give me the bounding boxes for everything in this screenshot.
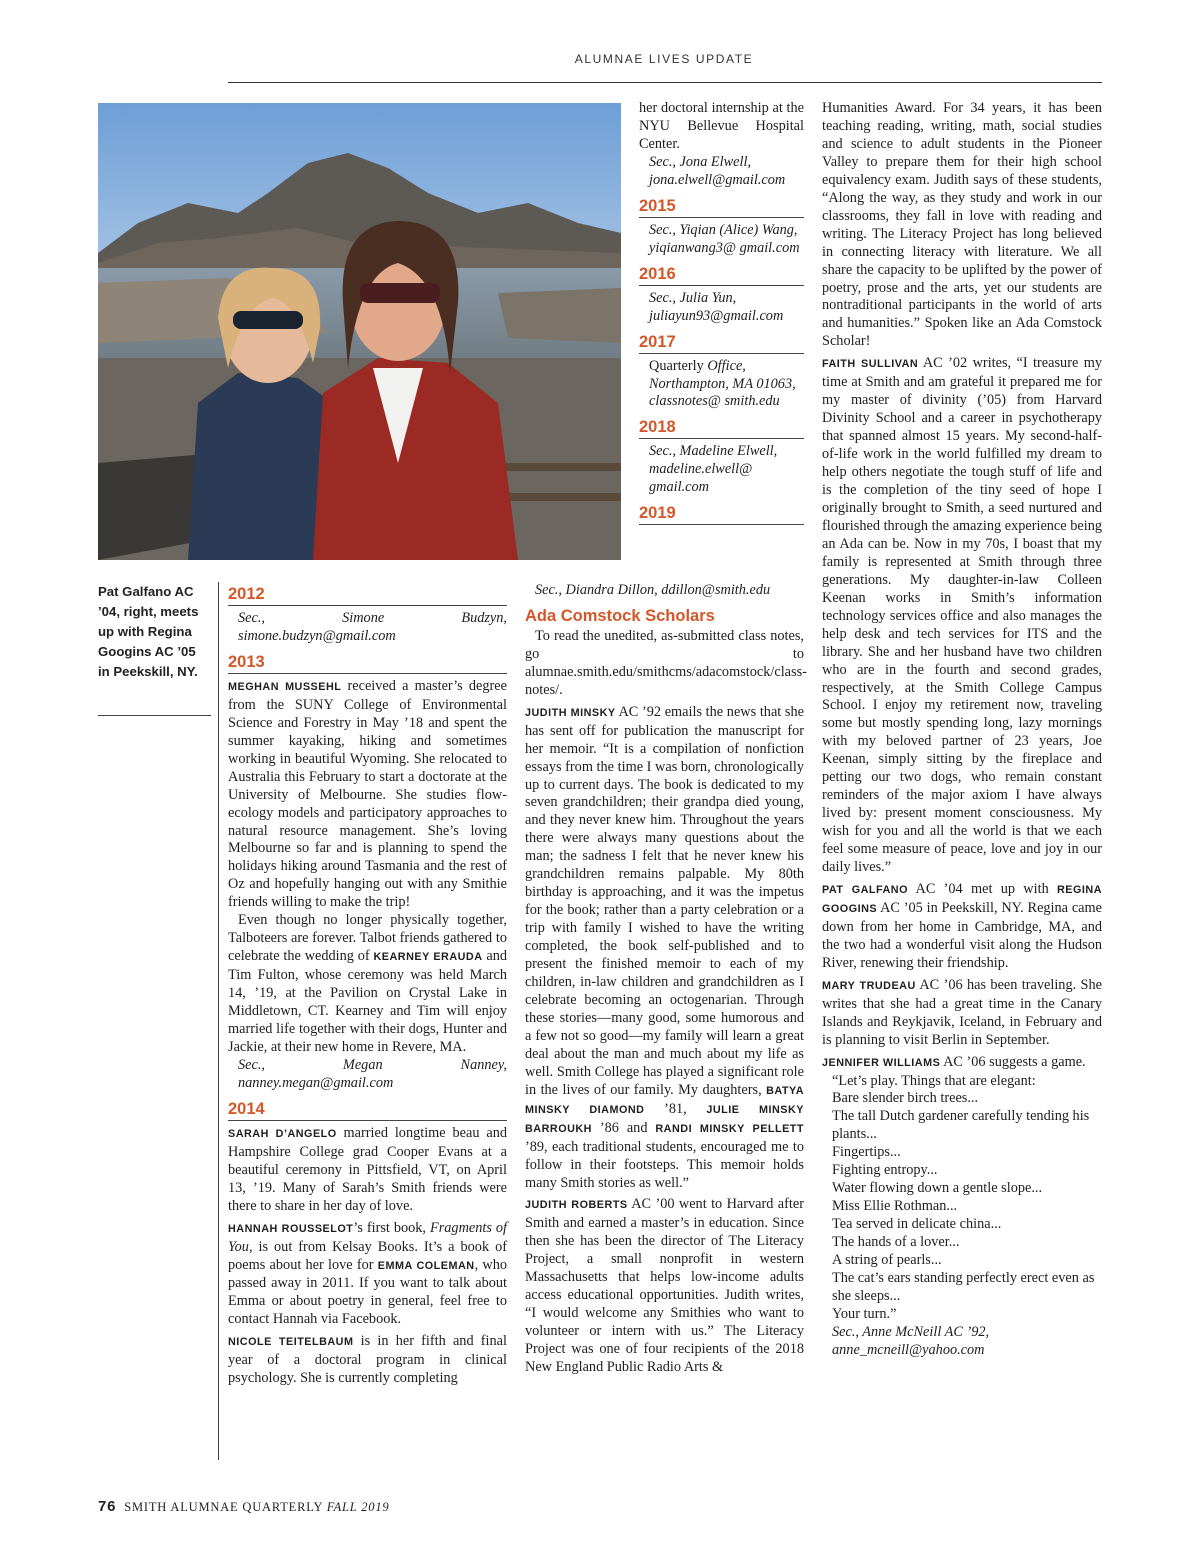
secretary-line: Sec., Yiqian (Alice) Wang, yiqianwang3@ gmail.com (649, 221, 800, 256)
poem-line: The cat’s ears standing perfectly erect even as she sleeps... (832, 1270, 1095, 1304)
note-text: , who passed away in 2011. If you want to talk about Emma or about poetry in general, feel free to contact Hannah via Facebook. (228, 1256, 507, 1328)
note-text: ’86 and (591, 1119, 656, 1136)
note-paragraph (228, 678, 507, 912)
poem-line: Tea served in delicate china... (832, 1216, 1002, 1233)
year-heading-2015: 2015 (639, 196, 804, 218)
alumna-name: JUDITH ROBERTS (525, 1199, 628, 1212)
poem-line: The hands of a lover... (832, 1234, 960, 1251)
year-heading-2013: 2013 (228, 652, 507, 674)
year-heading-2014: 2014 (228, 1099, 507, 1121)
class-notes-column-3 (822, 100, 1102, 1360)
secretary-line: Sec., Jona Elwell, jona.elwell@gmail.com (649, 153, 786, 188)
ada-comstock-heading: Ada Comstock Scholars (525, 606, 715, 625)
note-text: AC ’92 emails the news that she has sent off for publication the manuscript for her memoir. “It is a compilation of nonfiction essays from the time I was born, chronologically up to current days. The book is dedicated to my seven grandchildren; their grandpa died young, and they never knew him. Throughout the years there were always many questions about the man; the sadness I felt that he never knew his grandchildren remains palpable. My 80th birthday is approaching, and it was the impetus for the book; rather than a party celebration or a trip with family I wished to have the writing completed, the book self-published and to present the finished memoir to each of my children, in-law children and grandchildren as I celebrate becoming an octogenarian. Through these stories—many good, some humorous and a few not so good—my family will learn a great deal about the man and much about my life as well. Smith College has played a significant role in the lives of our family. My daughters, (525, 703, 804, 1098)
alumna-name: JENNIFER WILLIAMS (822, 1056, 941, 1069)
note-paragraph (228, 1220, 507, 1330)
note-text: , is out from Kelsay Books. It’s a book of poems about her love for (228, 1238, 507, 1273)
class-notes-column-upper (639, 100, 804, 529)
poem-line: Bare slender birch trees... (832, 1090, 979, 1107)
magazine-name: SMITH ALUMNAE QUARTERLY (124, 1500, 323, 1514)
note-text: ’81, (644, 1100, 707, 1117)
secretary-line: Sec., Diandra Dillon, ddillon@smith.edu (535, 582, 771, 598)
note-text: ’89, each traditional students, encouraged me to follow in their footsteps. This memoir holds many Smith stories as well.” (525, 1138, 804, 1191)
note-paragraph (228, 912, 507, 1057)
alumnae-photo (98, 103, 621, 560)
photo-illustration (98, 103, 621, 560)
alumna-name: FAITH SULLIVAN (822, 358, 919, 371)
poem-line: Fingertips... (832, 1144, 901, 1161)
poem-line: Miss Ellie Rothman... (832, 1198, 958, 1215)
alumna-name: MARY TRUDEAU (822, 979, 916, 992)
book-title: Fragments of You (228, 1219, 507, 1255)
secretary-line: Sec., Megan Nanney, nanney.megan@gmail.com (238, 1056, 507, 1091)
alumna-name: EMMA COLEMAN (377, 1259, 475, 1272)
alumna-name: JULIE MINSKY BARROUKH (525, 1103, 804, 1135)
secretary-line: Sec., Anne McNeill AC ’92, anne_mcneill@yahoo.com (832, 1323, 990, 1358)
note-paragraph (822, 881, 1102, 973)
note-text: received a master’s degree from the SUNY College of Environmental Science and Forestry in May ’18 and spent the summer kayaking, hiking and sometimes working in beautiful Wyoming. She relocated to Australia this February to start a doctorate at the University of Melbourne. She studies flow-ecology models and participatory approaches to natural resource management. She’s loving Melbourne so far and is planning to spend the holidays hiking around Tasmania and the rest of Oz and hopefully hanging out with any Smithie friends willing to make the trip! (228, 677, 507, 911)
year-heading-2012: 2012 (228, 584, 507, 606)
note-text: AC ’06 has been traveling. She writes that she had a great time in the Canary Islands and Reykjavik, Iceland, in February and is planning to visit Berlin in September. (822, 976, 1102, 1048)
poem-line: “Let’s play. Things that are elegant: (832, 1072, 1036, 1089)
class-notes-column-2 (525, 582, 807, 1377)
note-paragraph (228, 1125, 507, 1216)
alumna-name: REGINA GOOGINS (822, 883, 1102, 915)
year-heading-2019: 2019 (639, 503, 804, 525)
note-paragraph (228, 1333, 507, 1388)
alumna-name: PAT GALFANO (822, 883, 908, 896)
class-notes-column-1 (228, 578, 507, 1388)
note-text: and Tim Fulton, whose ceremony was held March 14, ’19, at the Pavilion on Crystal Lake in Middletown, CT. Kearney and Tim will enjoy married life together with their dogs, Hunter and Jackie, at their new home in Revere, MA. (228, 948, 507, 1055)
year-heading-2016: 2016 (639, 264, 804, 286)
column-divider (218, 582, 219, 1460)
year-heading-2017: 2017 (639, 332, 804, 354)
year-heading-2018: 2018 (639, 417, 804, 439)
poem-line: Water flowing down a gentle slope... (832, 1180, 1043, 1197)
alumna-name: HANNAH ROUSSELOT (228, 1222, 354, 1235)
note-text: AC ’06 suggests a game. (940, 1053, 1086, 1070)
note-text: Office, Northampton, MA 01063, classnotes@ smith.edu (649, 357, 796, 410)
note-paragraph (525, 1196, 804, 1377)
note-text: her doctoral internship at the NYU Bellevue Hospital Center. (639, 100, 804, 152)
section-header: ALUMNAE LIVES UPDATE (574, 52, 754, 66)
page-number: 76 (98, 1498, 117, 1515)
note-paragraph (525, 704, 804, 1193)
alumna-name: JUDITH MINSKY (525, 706, 616, 719)
note-text: AC ’05 in Peekskill, NY. Regina came down from her home in Cambridge, MA, and the two had a wonderful visit along the Hudson River, renewing their friendship. (822, 899, 1102, 971)
alumna-name: MEGHAN MUSSEHL (228, 680, 342, 693)
caption-rule (98, 715, 211, 716)
alumna-name: SARAH D’ANGELO (228, 1127, 337, 1140)
page-footer (98, 1498, 389, 1515)
note-text: married longtime beau and Hampshire College grad Cooper Evans at a beautiful ceremony in Pittsfield, VT, on April 13, ’19. Many of Sarah’s Smith friends were there to share in her day of love. (228, 1124, 507, 1214)
note-text: AC ’00 went to Harvard after Smith and earned a master’s in education. Since then she has been the director of The Literacy Project, a small nonprofit in western Massachusetts that helps low-income adults access educational opportunities. Judith writes, “I would welcome any Smithies who want to volunteer or intern with us.” The Literacy Project was one of four recipients of the 2018 New England Public Radio Arts & (525, 1196, 804, 1376)
note-paragraph (822, 977, 1102, 1050)
poem-line: Your turn.” (832, 1305, 897, 1322)
note-text: Even though no longer physically together, Talboteers are forever. Talbot friends gathered to celebrate the wedding of (228, 912, 507, 965)
secretary-line (639, 358, 804, 412)
note-text: AC ’04 met up with (908, 880, 1057, 897)
alumna-name: NICOLE TEITELBAUM (228, 1336, 354, 1349)
alumna-name: BATYA MINSKY DIAMOND (525, 1084, 804, 1116)
photo-caption: Pat Galfano AC ’04, right, meets up with Regina Googins AC ’05 in Peekskill, NY. (98, 584, 199, 679)
note-paragraph (822, 1054, 1102, 1073)
poem (822, 1073, 1102, 1324)
header-rule (228, 82, 1102, 83)
note-text: ’s first book, (353, 1219, 430, 1236)
poem-line: A string of pearls... (832, 1252, 942, 1269)
secretary-line: Sec., Simone Budzyn, simone.budzyn@gmail.com (238, 610, 507, 644)
note-paragraph (822, 355, 1102, 877)
note-text: AC ’02 writes, “I treasure my time at Smith and am grateful it prepared me for my master of divinity (’05) from Harvard Divinity School and a career in psychotherapy that spanned almost 15 years. My second-half-of-life work in the world fulfilled my dream to help others negotiate the tough stuff of life and is the completion of the tiny seed of hope I originally brought to Smith, a seed nurtured and flourished through the amazing experience being an Ada can be. Now in my 70s, I boast that my family is represented at Smith through three generations. My daughter-in-law Colleen Keenan works in Smith’s information technology services office and also manages the help desk and tech services for ITS and the library. She and her husband have two children who are in the fourth and second grades, respectively, at the Smith College Campus School. I enjoy my retirement now, traveling some but mostly spending long, lazy mornings with my beloved partner of 23 years, Joe Keenan, simply sitting by the fireplace and petting our two dogs, who remain constant reminders of the major axiom I have always lived by: present moment consciousness. My wish for you and all the world is that we each feel some measure of peace, love and joy in our daily lives.” (822, 355, 1102, 876)
poem-line: The tall Dutch gardener carefully tending his plants... (832, 1108, 1090, 1143)
issue-label: FALL 2019 (326, 1500, 390, 1514)
alumna-name: RANDI MINSKY PELLETT (655, 1122, 804, 1135)
intro-paragraph: To read the unedited, as-submitted class notes, go to alumnae.smith.edu/smithcms/adacomstock/class-notes/. (525, 627, 807, 698)
alumna-name: KEARNEY ERAUDA (373, 951, 483, 964)
note-text: Quarterly (649, 357, 708, 374)
note-text: is in her fifth and final year of a doctoral program in clinical psychology. She is currently completing (228, 1333, 507, 1387)
secretary-line: Sec., Julia Yun, juliayun93@gmail.com (649, 289, 784, 324)
note-paragraph: Humanities Award. For 34 years, it has been teaching reading, writing, math, social studies and science to adult students in the Pioneer Valley to prepare them for their high school equivalency exam. Judith says of these students, “Along the way, as they study and work in our classrooms, they fall in love with reading and writing. The Literacy Project has long believed in connecting literacy with literature. We all share the capacity to be uplifted by the power of poetry, prose and the arts, yet our students are nontraditional participants in the world of arts and humanities.” Spoken like an Ada Comstock Scholar! (822, 100, 1102, 350)
secretary-line: Sec., Madeline Elwell, madeline.elwell@ gmail.com (649, 443, 778, 496)
poem-line: Fighting entropy... (832, 1162, 938, 1179)
